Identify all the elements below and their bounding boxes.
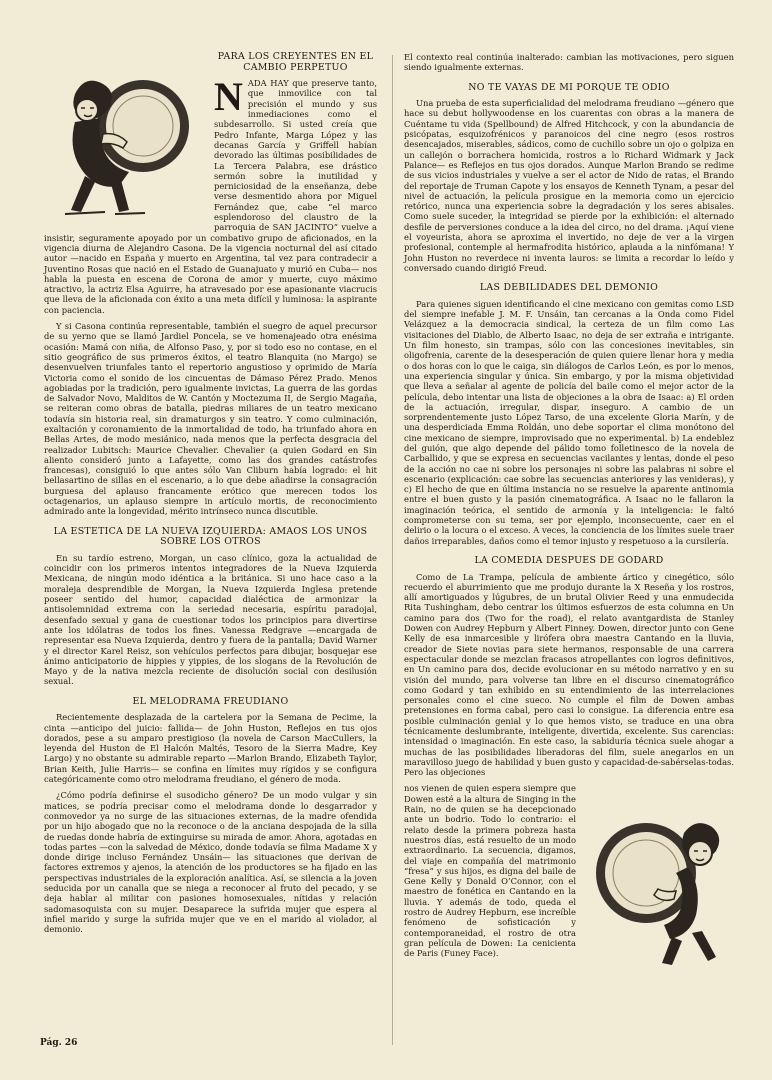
right-column — [404, 52, 734, 973]
figure-with-drum-image — [584, 787, 734, 969]
left-column — [44, 52, 377, 941]
column-divider — [392, 55, 393, 1045]
section-title-cambio-perpetuo: PARA LOS CREYENTES EN EL CAMBIO PERPETUO — [217, 51, 374, 73]
section-paragraph: Recientemente desplazada de la cartelera por la Semana de Pecime, la cinta —anticipo del juicio: fallida— de John Huston, Reflejos en tus ojos dorados, pese a su amparo prestigioso (la novela de Carson MacCullers, la leyenda del Huston de El Halcón Maltés, Tesoro de la Sierra Madre, Key Largo) y no obstante su admirable reparto —Marlon Brando, Elizabeth Taylor, Brian Keith, Julie Harris— se confina en límites muy rígidos y se configura categóricamente como otro melodrama freudiano, el género de moda. — [44, 712, 377, 785]
section-paragraph: En su tardío estreno, Morgan, un caso clínico, goza la actualidad de coincidir con los primeros intentos integradores de la Nueva Izquierda Mexicana, de ningún modo idéntica a la británica. Si uno hace caso a la moraleja desprendible de Morgan, la Nueva Izquierda Inglesa pretende poseer sentido del humor, capacidad dialéctica de armonizar la antisolemnidad extrema con la seriedad necesaria, espíritu paradojal, desenfado sexual y gana de cuestionar todos los principios para divertirse ante los idólatras de todos los fines. Vanessa Redgrave —encargada de representar esa Nueva Izquierda, dentro y fuera de la pantalla; David Warner y el director Karel Reisz, son vehículos perfectos para dibujar, bosquejar ese ánimo anticipatorio de hippies y yippies, de los slogans de la Revolución de Mayo y de la nativa mezcla reciente de disolución social con desilusión sexual. — [44, 552, 377, 687]
section-paragraph: El contexto real continúa inalterado: cambian las motivaciones, pero siguen siendo igualmente externas. — [404, 52, 734, 73]
section-paragraph: NADA HAY que preserve tanto, que inmovilice con tal precisión el mundo y sus inmediaciones como el subdesarrollo. Si usted creía que Pedro Infante, Marga López y las decanas García y Griffell habían devorado las últimas posibilidades de La Tercera Palabra, ese drástico sermón sobre la inutilidad y perniciosidad de la enseñanza, debe verse desmentido ahora por Miguel Fernández que, cabe “el marco esplendoroso del claustro de la parroquia de SAN JACINTO” vuelve a insistir, seguramente apoyado por un combativo grupo de aficionados, en la vigencia diurna de Alejandro Casona. De la vigencia nocturnal del así citado autor —nacido en España y muerto en Argentina, tal vez para contradecir a Juventino Rosas que nació en el Estado de Guanajuato y murió en Cuba— nos habla la puesta en escena de Corona de amor y muerte, cuyo máximo atractivo, la actriz Elsa Aguirre, ha atravesado por ese apasionante viacrucis que lleva de la aficionada con éxito a una meta difícil y luminosa: la aspirante con paciencia. — [44, 74, 377, 315]
figure-with-drum-image — [44, 54, 206, 219]
section-paragraph: ¿Cómo podría definirse el susodicho género? De un modo vulgar y sin matices, se podría precisar como el melodrama donde lo desgarrador y conmovedor ya no surge de las situaciones externas, de la madre ofendida por un hijo abogado que no la reconoce o de la anciana despojada de la silla de ruedas donde habría de extinguirse su mirada de amor. Ahora, agotadas en todas partes —con la salvedad de México, donde todavía se filma Madame X y donde dirige incluso Fernández Unsáin— las situaciones que derivan de factores extremos y ajenos, la atención de los productores se ha fijado en las perspectivas industriales de la exploración analítica. Así, se silencia a la joven seducida por un canalla que se niega a reconocer al fruto del pecado, y se deja hablar al militar con pasiones homosexuales, nítidas y relación sadomasoquista con su mujer. Desaparece la sufrida mujer que espera al infiel marido y surge la sufrida mujer que ve en el marido al violador, al demonio. — [44, 790, 377, 935]
section-title-no-te-vayas: NO TE VAYAS DE MI PORQUE TE ODIO — [468, 81, 670, 93]
section-paragraph: Y si Casona continúa representable, también el suegro de aquel precursor de su yerno que se llamó Jardiel Poncela, se ve homenajeado otra enésima ocasión: Mamá con niña, de Alfonso Paso, y, por si todo eso no contase, en el sitio geográfico de sus primeros éxitos, el teatro Blanquita (no Margo) se desenvuelven triunfales tanto el repertorio angustioso y oprimido de María Victoria como el sonido de los cincuentas de Dámaso Pérez Prado. Menos agobiadas por la tradición, pero igualmente invictas, La guerra de las gordas de Salvador Novo, Malditos de W. Cantón y Moctezuma II, de Sergio Magaña, se reiteran como obras de batalla, piedras miliares de un teatro mexicano todavía sin historia real, sin dramaturgos y sin teatro. Y como culminación, exaltación y coronamiento de la inmortalidad de todo, ha triunfado ahora en Bellas Artes, de modo mesiánico, nada menos que la perfecta desgracia del realizador Lubitsch: Maurice Chevalier. Chevalier (a quien Godard en Sin aliento consideró junto a Lafayette, como las dos grandes catástrofes francesas), consiguió lo que antes sólo Van Cliburn había logrado: el hit bellasartino de sillas en el escenario, a lo que debe añadirse la consagración burguesa del aplauso francamente erótico que merecen todos los octagenarios, un aplauso siempre in artículo mortis, de reconocimiento admirado ante la longevidad, mérito intrínseco nunca discutible. — [44, 321, 377, 517]
section-title-nueva-izquierda: LA ESTETICA DE LA NUEVA IZQUIERDA: AMAOS LOS UNOS SOBRE LOS OTROS — [53, 525, 368, 548]
section-paragraph: nos vienen de quien espera siempre que Dowen esté a la altura de Singing in the Rain, no de quien se ha decepcionado ante un bodrio. Todo lo contrario: el relato desde la primera pobreza hasta nuestros días, está resuelto de un modo extraordinario. La secuencia, digamos, del viaje en compañía del matrimonio “fresa” y sus hijos, es digna del baile de Gene Kelly y Donald O’Connor, con el maestro de fonética en Cantando en la lluvia. Y además de todo, queda el rostro de Audrey Hepburn, ese increíble fenómeno de sofisticación y contemporaneidad, el rostro de otra gran película de Dowen: La cenicienta de Paris (Funey Face). — [404, 783, 576, 959]
woodcut-illustration-left — [44, 54, 206, 219]
section-title-debilidades-demonio: LAS DEBILIDADES DEL DEMONIO — [479, 282, 659, 294]
section-paragraph: Como de La Trampa, película de ambiente ártico y cinegético, sólo recuerdo el aburrimiento que me produjo durante la X Reseña y los rostros, allí amortiguados y lúgubres, de un brutal Olivier Reed y una enmudecida Rita Tushingham, debo centrar los últimos esfuerzos de esta columna en Un camino para dos (Two for the road), el relato avantgardista de Stanley Dowen con Audrey Hepburn y Albert Finney. Dowen, director junto con Gene Kelly de esa inmarcesible y lirófera obra maestra Cantando en la lluvia, creador de Siete novias para siete hermanos, responsable de una carrera espectacular donde se mezclan fracasos atropellantes con logros definitivos, en Un camino para dos, decide evolucionar en su método narrativo y en su visión del mundo, para volverse tan libre en el discurso cinematográfico como Godard y tan exhibido en su entendimiento de las interrelaciones personales como el cine sueco. No cumple el film de Dowen ambas pretensiones en forma cabal, pero casi lo consigue. La diferencia entre esa posible culminación genial y lo que hemos visto, se traduce en una obra técnicamente deslumbrante, inteligente, divertida, excelente. Sus carencias: intensidad o imaginación. En este caso, la sabiduría técnica suele ahogar a muchas de las posibilidades liberadoras del film, suele anegarlos en un maravilloso juego de habilidad y buen gusto y capacidad-de-sabérselas-todas. Pero las objeciones — [404, 571, 734, 778]
section-title-melodrama-freudiano: EL MELODRAMA FREUDIANO — [132, 695, 289, 707]
page-number: Pág. 26 — [40, 1038, 78, 1048]
woodcut-illustration-right — [584, 787, 734, 969]
section-paragraph: Para quienes siguen identificando el cine mexicano con gemitas como LSD del siempre inefable J. M. F. Unsáin, tan cercanas a la Onda como Fidel Velázquez a la democracia sindical, la certeza de un film como Las visitaciones del Diablo, de Alberto Isaac, no deja de ser extraña e intrigante. Un film honesto, sin trampas, sólo con las concesiones inevitables, sin oligofrenia, carente de la desesperación de quien quiere llenar hora y media o dos horas con lo que le caiga, sin diálogos de Carlos León, es por lo menos, una experiencia singular y única. Sin embargo, y por la misma objetividad que lleva a señalar al agente de policía del baile como el mejor actor de la película, debo intentar una lista de objeciones a la obra de Isaac: a) El orden de la actuación, irregular, dispar, inseguro. A cambio de un sorprendentemente justo López Tarso, de una excelente Gloria Marín, y de una desperdiciada Emma Roldán, uno debe soportar el clima monótono del cine mexicano de siempre, improvisado que no experimental. b) La endeblez del guión, que algo depende del pálido tomo folletinesco de la novela de Carballido, y que se expresa en secuencias vacilantes y lentas, donde el peso de la acción no cae ni sobre los personajes ni sobre las palabras ni sobre el escenario (explicación: cae sobre las secuencias anteriores y las venideras), y c) El hecho de que en última instancia no se resuelve la aparente antinomia entre el buen gusto y la pasión cinematográfica. A Isaac no le fallaron la imaginación teórica, el sentido de armonía y la inteligencia: le faltó comprometerse con su tema, ser por ejemplo, inconsecuente, caer en el delirio o la locura o el exceso. A veces, la conciencia de los límites suele traer daños irreparables, daños como el temor injusto y respetuoso a la cursilería. — [404, 298, 734, 546]
drop-cap: N — [214, 74, 243, 120]
section-title-comedia-godard: LA COMEDIA DESPUES DE GODARD — [474, 554, 664, 566]
section-paragraph: Una prueba de esta superficialidad del melodrama freudiano —género que hace su debut hollywoodense en los cuarentas con obras a la manera de Cuéntame tu vida (Spellbound) de Alfred Hitchcock, y con la abundancia de psicópatas, esquizofrénicos y paranoicos del cine negro (esos rostros desencajados, miserables, sádicos, como de cuchillo sobre un ojo o golpiza en un callejón o borrachera homicida, rostros a lo Richard Widmark y Jack Palance— es Reflejos en tus ojos dorados. Aunque Marlon Brando se redime de sus vicios industriales y vuelve a ser el actor de Nido de ratas, el Brando del reportaje de Truman Capote y los ensayos de Kenneth Tynam, a pesar del nivel de actuación, la película prosigue en la memoria como un ejercicio retórico, nunca una experiencia sobre la degradación y los seres abisales. Como suele suceder, la integridad se pierde por la exhibición: el alternado desfile de perversiones conduce a la idea del circo, no del drama. ¡Aquí viene el voyeurista, ahora se aproxima el invertido, no deje de ver a la virgen profesional, contemple al hermafrodita histórico, aplauda a la ninfómana! Y John Huston no reverdece ni inventa lauros: se limita a recordar lo leído y conversado cuando dirigió Freud. — [404, 98, 734, 273]
